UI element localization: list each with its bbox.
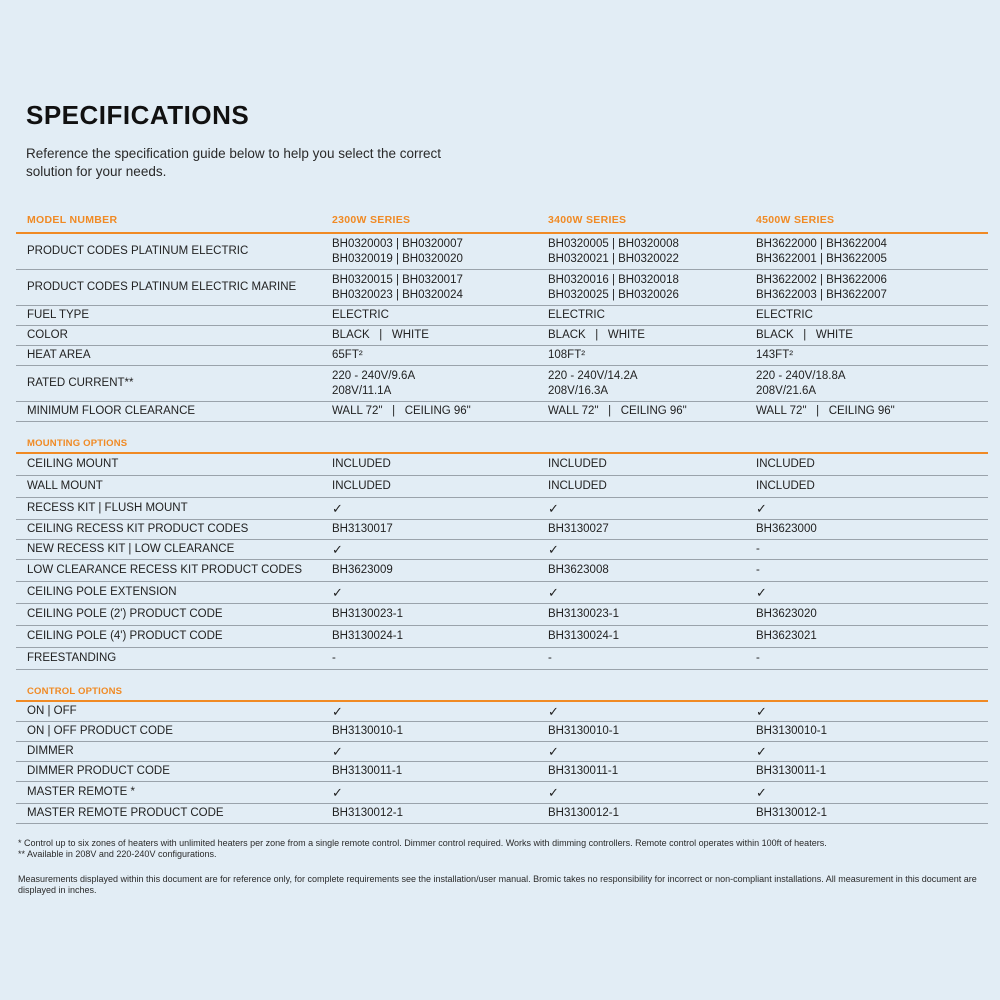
row-label: ON | OFF PRODUCT CODE bbox=[27, 725, 173, 737]
cell-value: ELECTRIC bbox=[756, 309, 813, 321]
table-cell bbox=[756, 404, 988, 419]
table-cell bbox=[548, 369, 756, 399]
row-label: CEILING RECESS KIT PRODUCT CODES bbox=[27, 523, 249, 535]
cell-value: BH3130011-1 bbox=[548, 765, 619, 777]
table-row bbox=[16, 626, 988, 648]
row-label: LOW CLEARANCE RECESS KIT PRODUCT CODES bbox=[27, 564, 302, 576]
cell-value: 208V/16.3A bbox=[548, 384, 609, 397]
cell-value: BH3130011-1 bbox=[756, 765, 827, 777]
cell-value: BH3622001 | BH3622005 bbox=[756, 252, 887, 265]
table-cell bbox=[548, 704, 756, 719]
cell-value: BH3130017 bbox=[332, 523, 393, 535]
table-row bbox=[16, 648, 988, 670]
cell-value: ELECTRIC bbox=[332, 309, 389, 321]
table-row bbox=[16, 604, 988, 626]
row-label: PRODUCT CODES PLATINUM ELECTRIC MARINE bbox=[27, 281, 297, 293]
row-label: HEAT AREA bbox=[27, 349, 91, 361]
cell-value: WALL 72" | CEILING 96" bbox=[756, 405, 895, 417]
cell-value: 208V/11.1A bbox=[332, 384, 392, 397]
cell-value: BH3130011-1 bbox=[332, 765, 403, 777]
cell-value: WALL 72" | CEILING 96" bbox=[332, 405, 471, 417]
checkmark-icon: ✓ bbox=[548, 585, 559, 600]
table-cell bbox=[332, 724, 548, 739]
table-cell bbox=[548, 651, 756, 666]
table-cell bbox=[756, 479, 988, 494]
table-row bbox=[16, 560, 988, 582]
cell-value: BH3622000 | BH3622004 bbox=[756, 237, 887, 250]
table-cell bbox=[332, 479, 548, 494]
table-cell bbox=[548, 764, 756, 779]
row-label: DIMMER PRODUCT CODE bbox=[27, 765, 170, 777]
footnote-remote: * Control up to six zones of heaters with unlimited heaters per zone from a single remote control. Dimmer control required. Works with dimming controllers. Remote control operates within 100ft of heaters. bbox=[18, 838, 827, 848]
table-row bbox=[16, 402, 988, 422]
table-cell bbox=[332, 273, 548, 303]
table-row bbox=[16, 782, 988, 804]
cell-value: BH3623008 bbox=[548, 564, 609, 576]
table-cell bbox=[548, 273, 756, 303]
table-cell bbox=[756, 308, 988, 323]
cell-value: INCLUDED bbox=[548, 480, 607, 492]
cell-value: INCLUDED bbox=[332, 480, 391, 492]
cell-value: BH3623009 bbox=[332, 564, 393, 576]
cell-value: 220 - 240V/14.2A bbox=[548, 369, 638, 382]
cell-value: BH0320019 | BH0320020 bbox=[332, 252, 463, 265]
cell-value: WALL 72" | CEILING 96" bbox=[548, 405, 687, 417]
checkmark-icon: ✓ bbox=[756, 585, 767, 600]
row-label: CEILING POLE (2') PRODUCT CODE bbox=[27, 608, 223, 620]
table-row bbox=[16, 270, 988, 306]
specifications-table bbox=[16, 208, 988, 824]
table-cell bbox=[756, 704, 988, 719]
table-cell bbox=[332, 764, 548, 779]
table-cell bbox=[756, 522, 988, 537]
cell-value: 65FT² bbox=[332, 349, 363, 361]
checkmark-icon: ✓ bbox=[332, 744, 343, 759]
section-heading-label: MOUNTING OPTIONS bbox=[27, 437, 128, 449]
cell-value: BH3130027 bbox=[548, 523, 609, 535]
cell-value: BH3130010-1 bbox=[332, 725, 403, 737]
row-label: MINIMUM FLOOR CLEARANCE bbox=[27, 405, 196, 417]
table-row bbox=[16, 722, 988, 742]
cell-value: BH3130010-1 bbox=[756, 725, 827, 737]
table-cell bbox=[332, 585, 548, 600]
cell-value: BH3130012-1 bbox=[332, 807, 403, 819]
table-row bbox=[16, 454, 988, 476]
table-row bbox=[16, 804, 988, 824]
row-label: MASTER REMOTE * bbox=[27, 786, 135, 798]
section-heading-label: CONTROL OPTIONS bbox=[27, 685, 123, 697]
table-cell bbox=[548, 501, 756, 516]
cell-value: INCLUDED bbox=[548, 458, 607, 470]
checkmark-icon: ✓ bbox=[756, 704, 767, 719]
table-cell bbox=[756, 806, 988, 821]
table-cell bbox=[332, 806, 548, 821]
row-label: RATED CURRENT** bbox=[27, 377, 134, 389]
header-series: 4500W SERIES bbox=[756, 213, 835, 226]
table-cell bbox=[756, 369, 988, 399]
table-cell bbox=[332, 542, 548, 557]
table-cell bbox=[548, 785, 756, 800]
cell-value: INCLUDED bbox=[756, 458, 815, 470]
checkmark-icon: ✓ bbox=[756, 785, 767, 800]
table-cell bbox=[332, 457, 548, 472]
table-cell bbox=[548, 563, 756, 578]
cell-value: BLACK | WHITE bbox=[548, 329, 645, 341]
footnote-voltage: ** Available in 208V and 220-240V configurations. bbox=[18, 849, 217, 859]
table-cell bbox=[756, 744, 988, 759]
disclaimer: Measurements displayed within this document are for reference only, for complete requirements see the installation/user manual. Bromic takes no responsibility for incorrect or non-compliant installations. All measurement in this document are displayed in inches. bbox=[18, 874, 977, 895]
row-label: PRODUCT CODES PLATINUM ELECTRIC bbox=[27, 245, 249, 257]
cell-value: BH0320003 | BH0320007 bbox=[332, 237, 463, 250]
cell-value: BH0320023 | BH0320024 bbox=[332, 288, 463, 301]
table-cell bbox=[756, 563, 988, 578]
table-row bbox=[16, 762, 988, 782]
header-model-number: MODEL NUMBER bbox=[27, 213, 118, 226]
cell-value: 220 - 240V/9.6A bbox=[332, 369, 416, 382]
table-cell bbox=[548, 629, 756, 644]
table-cell bbox=[332, 704, 548, 719]
table-cell bbox=[548, 806, 756, 821]
checkmark-icon: ✓ bbox=[756, 501, 767, 516]
table-cell bbox=[332, 348, 548, 363]
table-cell bbox=[756, 764, 988, 779]
table-cell bbox=[756, 501, 988, 516]
table-cell bbox=[332, 308, 548, 323]
table-cell bbox=[332, 744, 548, 759]
table-cell bbox=[548, 522, 756, 537]
row-label: CEILING POLE EXTENSION bbox=[27, 586, 177, 598]
table-cell bbox=[332, 501, 548, 516]
table-cell bbox=[332, 607, 548, 622]
header-series: 3400W SERIES bbox=[548, 213, 627, 226]
table-row bbox=[16, 234, 988, 270]
table-row bbox=[16, 540, 988, 560]
row-label: FREESTANDING bbox=[27, 652, 117, 664]
table-cell bbox=[548, 724, 756, 739]
table-cell bbox=[548, 607, 756, 622]
checkmark-icon: ✓ bbox=[332, 542, 343, 557]
table-cell bbox=[548, 308, 756, 323]
table-cell bbox=[332, 404, 548, 419]
table-cell bbox=[756, 785, 988, 800]
table-cell bbox=[548, 585, 756, 600]
table-cell bbox=[756, 237, 988, 267]
cell-value: BH0320015 | BH0320017 bbox=[332, 273, 463, 286]
table-row bbox=[16, 366, 988, 402]
table-row bbox=[16, 498, 988, 520]
cell-value: - bbox=[756, 652, 760, 664]
table-cell bbox=[548, 237, 756, 267]
cell-value: BLACK | WHITE bbox=[756, 329, 853, 341]
row-label: RECESS KIT | FLUSH MOUNT bbox=[27, 502, 188, 514]
checkmark-icon: ✓ bbox=[548, 744, 559, 759]
table-cell bbox=[332, 563, 548, 578]
table-cell bbox=[332, 369, 548, 399]
checkmark-icon: ✓ bbox=[332, 501, 343, 516]
row-label: DIMMER bbox=[27, 745, 74, 757]
row-label: COLOR bbox=[27, 329, 68, 341]
header-series: 2300W SERIES bbox=[332, 213, 411, 226]
table-cell bbox=[756, 328, 988, 343]
page-title: SPECIFICATIONS bbox=[26, 100, 250, 130]
table-cell bbox=[756, 724, 988, 739]
table-cell bbox=[756, 585, 988, 600]
table-cell bbox=[548, 457, 756, 472]
table-cell bbox=[756, 607, 988, 622]
cell-value: BLACK | WHITE bbox=[332, 329, 429, 341]
table-cell bbox=[332, 785, 548, 800]
table-cell bbox=[548, 404, 756, 419]
cell-value: 143FT² bbox=[756, 349, 794, 361]
table-cell bbox=[548, 744, 756, 759]
table-cell bbox=[332, 328, 548, 343]
row-label: CEILING MOUNT bbox=[27, 458, 119, 470]
section-heading bbox=[16, 434, 988, 454]
row-label: MASTER REMOTE PRODUCT CODE bbox=[27, 807, 224, 819]
table-cell bbox=[332, 237, 548, 267]
table-cell bbox=[548, 479, 756, 494]
section-heading bbox=[16, 682, 988, 702]
cell-value: 108FT² bbox=[548, 349, 586, 361]
cell-value: BH3130012-1 bbox=[548, 807, 619, 819]
cell-value: BH3623021 bbox=[756, 630, 817, 642]
cell-value: INCLUDED bbox=[756, 480, 815, 492]
cell-value: 220 - 240V/18.8A bbox=[756, 369, 846, 382]
checkmark-icon: ✓ bbox=[332, 704, 343, 719]
cell-value: BH3622002 | BH3622006 bbox=[756, 273, 887, 286]
checkmark-icon: ✓ bbox=[548, 785, 559, 800]
row-label: FUEL TYPE bbox=[27, 309, 89, 321]
table-row bbox=[16, 582, 988, 604]
cell-value: - bbox=[332, 652, 336, 664]
checkmark-icon: ✓ bbox=[548, 704, 559, 719]
checkmark-icon: ✓ bbox=[332, 585, 343, 600]
table-cell bbox=[332, 522, 548, 537]
row-label: CEILING POLE (4') PRODUCT CODE bbox=[27, 630, 223, 642]
cell-value: - bbox=[756, 543, 760, 555]
footnotes bbox=[18, 838, 990, 860]
cell-value: BH3623020 bbox=[756, 608, 817, 620]
cell-value: BH3622003 | BH3622007 bbox=[756, 288, 887, 301]
cell-value: BH3130023-1 bbox=[332, 608, 403, 620]
table-row bbox=[16, 326, 988, 346]
cell-value: - bbox=[756, 564, 760, 576]
row-label: WALL MOUNT bbox=[27, 480, 103, 492]
cell-value: BH3130012-1 bbox=[756, 807, 827, 819]
checkmark-icon: ✓ bbox=[756, 744, 767, 759]
cell-value: BH3130024-1 bbox=[548, 630, 619, 642]
cell-value: - bbox=[548, 652, 552, 664]
table-cell bbox=[756, 542, 988, 557]
cell-value: BH0320005 | BH0320008 bbox=[548, 237, 679, 250]
cell-value: INCLUDED bbox=[332, 458, 391, 470]
table-row bbox=[16, 306, 988, 326]
table-row bbox=[16, 742, 988, 762]
table-row bbox=[16, 520, 988, 540]
cell-value: ELECTRIC bbox=[548, 309, 605, 321]
table-cell bbox=[756, 629, 988, 644]
table-cell bbox=[548, 542, 756, 557]
table-header-row bbox=[16, 208, 988, 234]
table-cell bbox=[756, 457, 988, 472]
cell-value: BH0320025 | BH0320026 bbox=[548, 288, 679, 301]
table-cell bbox=[756, 273, 988, 303]
table-cell bbox=[332, 651, 548, 666]
table-row bbox=[16, 476, 988, 498]
table-cell bbox=[548, 348, 756, 363]
checkmark-icon: ✓ bbox=[548, 542, 559, 557]
cell-value: BH0320016 | BH0320018 bbox=[548, 273, 679, 286]
row-label: ON | OFF bbox=[27, 705, 77, 717]
table-row bbox=[16, 702, 988, 722]
checkmark-icon: ✓ bbox=[548, 501, 559, 516]
cell-value: BH3130024-1 bbox=[332, 630, 403, 642]
table-cell bbox=[548, 328, 756, 343]
table-cell bbox=[756, 348, 988, 363]
cell-value: BH0320021 | BH0320022 bbox=[548, 252, 679, 265]
cell-value: BH3623000 bbox=[756, 523, 817, 535]
row-label: NEW RECESS KIT | LOW CLEARANCE bbox=[27, 543, 235, 555]
cell-value: 208V/21.6A bbox=[756, 384, 817, 397]
intro-text: Reference the specification guide below to help you select the correct solution for your needs. bbox=[26, 146, 441, 179]
table-row bbox=[16, 346, 988, 366]
checkmark-icon: ✓ bbox=[332, 785, 343, 800]
table-cell bbox=[756, 651, 988, 666]
cell-value: BH3130010-1 bbox=[548, 725, 619, 737]
table-cell bbox=[332, 629, 548, 644]
cell-value: BH3130023-1 bbox=[548, 608, 619, 620]
